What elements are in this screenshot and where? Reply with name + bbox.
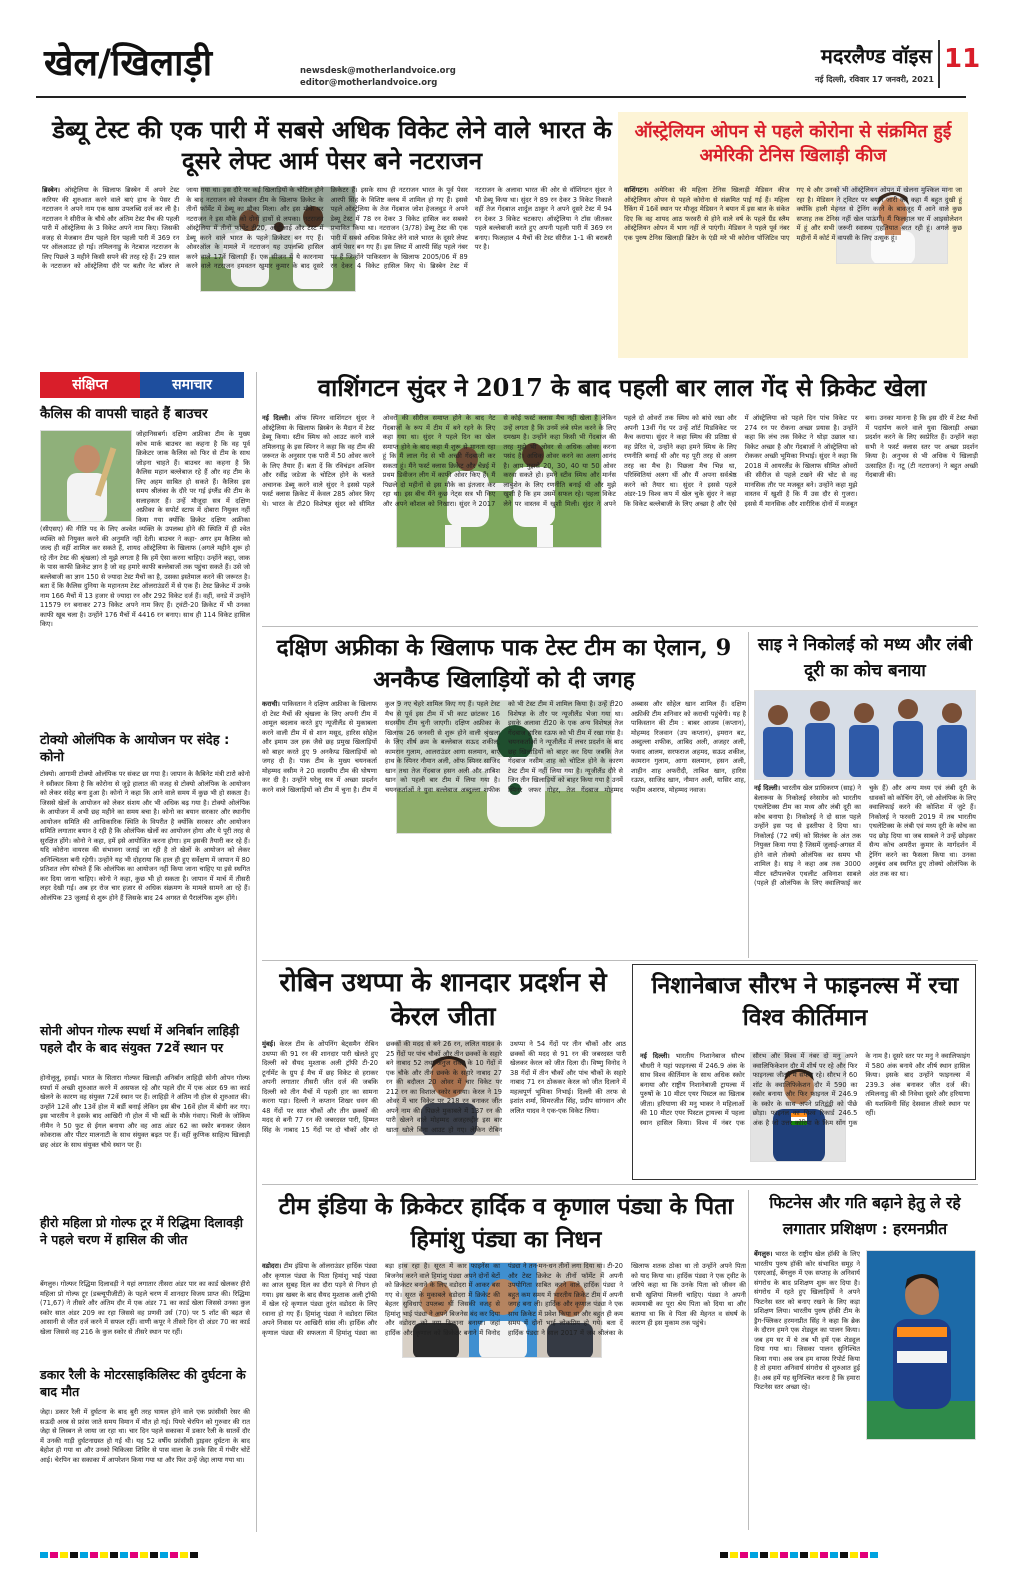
lower-rule (262, 1184, 978, 1185)
pandya-dateline: वडोदरा। (262, 1262, 282, 1270)
newsdesk-email[interactable]: newsdesk@motherlandvoice.org (300, 66, 456, 76)
pakistan-dateline: कराची। (262, 700, 280, 708)
brief-tag-secondary: समाचार (140, 372, 244, 398)
harmanpreet-text: भारत के राष्ट्रीय खेल हॉकी के लिए भारतीय पुरुष हॉकी कोर संभावित समूह ने एसएआई, बेंगलुरु में एक सप्ताह के अनिवार्य संगरोध के बाद प्रशिक्षण शुरू कर दिया है। संगरोध में रहते हुए खिलाड़ियों ने अपने फिटनेस स्तर को बनाए रखने के लिए कड़ा प्रशिक्षण लिया। भारतीय पुरुष हॉकी टीम के ड्रैग-फ्लिकर हरमनप्रीत सिंह ने कहा कि ब्रेक के दौरान हमने एक शेड्यूल का पालन किया। जब हम घर में थे तब भी हमें एक शेड्यूल दिया गया था। जिसका पालन सुनिश्चित किया गया। अब जब हम वापस रिपोर्ट किया है तो हमारा अनिवार्य संगरोध से शुरुआत हुई है। अब हमें यह सुनिश्चित करना है कि हमारा फिटनेस स्तर अच्छा रहे। (754, 1250, 860, 1391)
registration-strip-left (40, 1552, 198, 1558)
brief-tag-primary: संक्षिप्त (40, 372, 140, 398)
kallis-photo-spacer (40, 430, 136, 524)
brief-column-divider (256, 372, 257, 1532)
tennis-body (624, 186, 962, 356)
harmanpreet-headline: फिटनेस और गति बढ़ाने हेतु ले रहे लगातार प्रशिक्षण : हरमनप्रीत (769, 1193, 961, 1238)
sundar-dateline: नई दिल्ली। (262, 414, 291, 422)
sai-body (754, 784, 976, 956)
uthappa-text: केरल टीम के ओपनिंग बेट्समैन रोबिन उथप्पा की 91 रन की शानदार पारी खेलते हुए दिल्ली को सैयद मुश्ताक अली ट्रॉफी टी-20 टूर्नामेंट के ग्रुप ई मैच में छह विकेट से हराकर अपनी लगातार तीसरी जीत दर्ज की जबकि दिल्ली को तीन मैचों में पहली हार का सामना करना पड़ा। दिल्ली ने कप्तान शिखर धवन की 48 गेंदों पर सात चौकों और तीन छक्कों की मदद से बनी 77 रन की जबरदस्त पारी, हिम्मत सिंह के नाबाद 15 गेंदों पर दो चौकों और दो छक्कों की मदद से बने 26 रन, ललित यादव के 25 गेंदों पर पांच चौकों और तीन छक्कों के सहारे बने नाबाद 52 तथा अनुज रावत के 10 गेंदों में एक चौके और तीन छक्के के सहारे नाबाद 27 रन की बदौलत 20 ओवर में चार विकेट पर 212 रन का विशाल स्कोर बनाया। केरल ने 19 ओवर में चार विकेट पर 218 रन बनाकर जीत अपने नाम की। पिछले मुकाबले में 137 रन की पारी खेलने वाले मोहम्मद अजहरुद्दीन इस बार खाता खोले बिना आउट हो गए। लेकिन रोबिन उथप्पा ने 54 गेंदों पर तीन चौकों और आठ छक्कों की मदद से 91 रन की जबरदस्त पारी खेलकर केरल को जीत दिला दी। विष्णु विनोद ने 38 गेंदों में तीन चौकों और पांच चौकों के सहारे नाबाद 71 रन ठोककर केरल को जीत दिलाने में महत्वपूर्ण भूमिका निभाई। दिल्ली की तरफ से इशांत शर्मा, सिमरजीत सिंह, प्रदीप सांगवान और ललित यादव ने एक-एक विकेट लिया। (262, 1040, 626, 1134)
middle-rule (262, 960, 978, 961)
sundar-headline: वाशिंगटन सुंदर ने 2017 के बाद पहली बार लाल गेंद से क्रिकेट खेला (317, 373, 927, 402)
pakistan-text: पाकिस्तान ने दक्षिण अफ्रीका के खिलाफ दो टेस्ट मैचों की श्रृंखला के लिए अपनी टीम में आमूल बदलाव करते हुए न्यूजीलैंड से मुकाबला करने वाली टीम में से शान मसूद, हारिस सोहेल और इमाम उल हक जैसे छह प्रमुख खिलाड़ियों को बाहर करते हुए 9 अनकैप्ड खिलाड़ियों को जगह दी है। पाक टीम के मुख्य चयनकर्ता मोहम्मद वसीम ने 20 सदस्यीय टीम की घोषणा कर दी है। उन्होंने घरेलू सत्र में अच्छा प्रदर्शन करने वाले खिलाड़ियों को टीम में चुना है। टीम में कुल 9 नए चेहरे शामिल किए गए हैं। पहले टेस्ट मैच से पूर्व इस टीम में भी काट छांटकर 16 सदस्यीय टीम चुनी जाएगी। दक्षिण अफ्रीका के खिलाफ 26 जनवरी से शुरू होने वाली श्रृंखला के लिए शीर्ष क्रम के बल्लेबाज सऊद शकील, कामरान गुलाम, आलराउंडर आगा सलमान, बाएं हाथ के स्पिनर नौमान अली, ऑफ स्पिनर साजिद खान तथा तेज गेंदबाज हसन अली और ताबिश खान को पहली बार टीम में लिया गया है। चयनकर्ताओं ने युवा बल्लेबाज अब्दुल्ला शफीक को भी टेस्ट टीम में शामिल किया है। उन्हें टी20 विशेषज्ञ के तौर पर न्यूजीलैंड भेजा गया था। इसके अलावा टी20 के एक अन्य विशेषज्ञ तेज गेंदबाज हारिस रऊफ को भी टीम में रखा गया है। चयनकर्ताओं ने न्यूजीलैंड में लचर प्रदर्शन के बाद छह खिलाड़ियों को बाहर कर दिया जबकि तेज गेंदबाज नसीम शाह को चोटिल होने के कारण टेस्ट टीम में नहीं लिया गया है। न्यूजीलैंड दौरे से जिन तीन खिलाड़ियों को बाहर किया गया है उनमें स्पिनर जफर गोहर, तेज गेंदबाज मोहम्मद अब्बास और सोहेल खान शामिल हैं। दक्षिण अफ्रीकी टीम शनिवार को कराची पहुंचेगी। यह है पाकिस्तान की टीम : बाबर आजम (कप्तान), मोहम्मद रिजवान (उप कप्तान), इमरान बट, अब्दुल्ला शफीक, आबिद अली, अजहर अली, फवाद आलम, सरफराज अहमद, सऊद शकील, कामरान गुलाम, आगा सलमान, हसन अली, शाहीन शाह अफरीदी, ताबिश खान, हारिस रऊफ, साजिद खान, नौमान अली, यासिर शाह, फहीम अशरफ, मोहम्मद नवाज। (262, 700, 746, 794)
tokyo-headline: टोक्यो ओलंपिक के आयोजन पर संदेह : कोनो (40, 733, 230, 765)
harmanpreet-dateline: बेंगलुरु। (754, 1250, 773, 1258)
page-number-divider (938, 40, 940, 88)
tennis-headline: ऑस्ट्रेलियन ओपन से पहले कोरोना से संक्रमित हुई अमेरिकी टेनिस खिलाड़ी कीज (634, 122, 952, 166)
pandya-headline: टीम इंडिया के क्रिकेटर हार्दिक व कृणाल पंड्या के पिता हिमांशु पंड्या का निधन (278, 1193, 734, 1253)
header-rule (36, 96, 966, 98)
sai-text: भारतीय खेल प्राधिकरण (साइ) ने बेलारूस के निकोलई स्नेसारेव को भारतीय एथलेटिक्स टीम का मध्य और लंबी दूरी का कोच बनाया है। निकोलई ने दो साल पहले उन्होंने इस पद से इस्तीफा दे दिया था। निकोलई (72 वर्ष) को सितंबर के अंत तक नियुक्त किया गया है जिसमें जुलाई-अगस्त में होने वाले तोक्यो ओलंपिक का समय भी शामिल है। साइ ने कहा अब तक 3000 मीटर स्टीपलचेज एथलीट अविनाश साबले (पहले ही ओलंपिक के लिए क्वालिफाई कर चुके हैं) और अन्य मध्य एवं लंबी दूरी के धावकों को कोचिंग देंगे, जो ओलंपिक के लिए क्वालिफाई करने की कोशिश में जुटे हैं। निकोलई ने फरवरी 2019 में तब भारतीय एथलेटिक्स के लंबी एवं मध्य दूरी के कोच का पद छोड़ दिया था जब साबले ने उन्हें छोड़कर सैन्य कोच अमरीश कुमार के मार्गदर्शन में ट्रेनिंग करने का फैसला किया था। उनका अनुबंध अब स्थगित हुए तोक्यो ओलंपिक के अंत तक का था। (754, 784, 976, 887)
page-number: 11 (944, 44, 981, 74)
kallis-body: जोहानिसबर्ग। दक्षिण अफ्रीका टीम के मुख्य कोच मार्क बाउचर का कहना है कि वह पूर्व क्रिकेटर जाक कैलिस को फिर से टीम के साथ जोड़ना चाहते हैं। बाउचर का कहना है कि कैलिस महान बल्लेबाज रहे हैं और वह टीम के लिए अहम साबित हो सकते हैं। कैलिस इस समय श्रीलंका के दौरे पर गई इंग्लैंड की टीम के सलाहकार हैं। उन्हें मौजूदा सत्र में दक्षिण अफ्रीका के सपोर्ट स्टाफ में दोबारा नियुक्त नहीं किया गया क्योंकि क्रिकेट दक्षिण अफ्रीका (सीएसए) की नीति पद के लिए अश्वेत व्यक्ति के उपलब्ध होने की स्थिति में ही श्वेत व्यक्ति को नियुक्त करने की अनुमति नहीं देती। बाउचर ने कहा- अगर हम कैलिस को जल्द ही वहीं शामिल कर सकते हैं, शायद ऑस्ट्रेलिया के खिलाफ (अगले महीने शुरू हो रहे तीन टेस्ट की श्रृंखला) तो मुझे लगता है कि हमें ऐसा करना चाहिए। उन्होंने कहा, जाक के पास काफी क्रिकेट ज्ञान है जो वह हमारे काफी बल्लेबाजों तक पहुंचा सकते हैं। उसे जो बल्लेबाजी का ज्ञान 150 से ज्यादा टेस्ट मैचों का है, उसका इस्तेमाल करने की जरूरत है। बता दें कि कैलिस दुनिया के महानतम टेस्ट ऑलराउंडरों में से एक हैं। टेस्ट क्रिकेट में उनके नाम 166 मैचों में 13 हजार से ज्यादा रन और 292 विकेट दर्ज हैं। वहीं, वनडे में उन्होंने 11579 रन बनाकर 273 विकेट अपने नाम किए हैं। ट्वंटी-20 क्रिकेट में भी उनका काफी खूब चला है। उन्होंने 176 मैचों में 4416 रन बनाए। साथ ही 114 विकेट हासिल किए। (40, 430, 250, 628)
section-title: खेल/खिलाड़ी (44, 42, 213, 84)
tennis-dateline: वाशिंगटन। (624, 186, 649, 194)
sai-headline: साइ ने निकोलई को मध्य और लंबी दूरी का कोच बनाया (757, 635, 973, 681)
uthappa-body (262, 1040, 626, 1176)
uthappa-dateline: मुंबई। (262, 1040, 276, 1048)
uthappa-headline: रोबिन उथप्पा के शानदार प्रदर्शन से केरल जीता (279, 968, 607, 1032)
sai-photo (754, 690, 976, 780)
pandya-body (262, 1262, 746, 1530)
golf-ridhima-body: बेंगलुरु। गोल्फर रिद्धिमा दिलावड़ी ने यहां लगातार तीसरा अंडर पार का कार्ड खेलकर हीरो महिला प्रो गोल्फ टूर (डब्ल्यूपीजीटी) के पहले चरण में शानदार विजय प्राप्त की। रिद्धिमा (71,67) ने तीसरे और अंतिम दौर में एक अंडर 71 का कार्ड खेला जिससे उनका कुल स्कोर सात अंडर 209 का रहा जिससे वह प्रणवी उर्स (70) पर 5 शॉट की बढ़त से आसानी से जीत दर्ज करने में सफल रहीं। वाणी कपूर ने तीसरे दिन दो अंडर 70 का कार्ड खेला जिससे वह 216 के कुल स्कोर से तीसरे स्थान पर रहीं। (40, 1280, 250, 1336)
natarajan-dateline: ब्रिस्बेन। (42, 186, 60, 194)
harmanpreet-body (754, 1250, 860, 1528)
saurabh-text: भारतीय निशानेबाज सौरभ चौधरी ने यहां फाइनल्स में 246.9 अंक के साथ विश्व कीर्तिमान के साथ अधिक स्कोर बनाया और राष्ट्रीय निशानेबाजी ट्रायल्स में पुरुषों के 10 मीटर एयर पिस्टल का खिताब जीता। हरियाणा की मनु भाकर ने महिलाओं की 10 मीटर एयर पिस्टल ट्रायल्स में पहला स्थान हासिल किया। विश्व में नंबर एक सौरभ और विश्व में नंबर दो मनु अपने क्वालिफिकेशन दौर में शीर्ष पर रहे और फिर फाइनल्स जीतने में सफल रहे। सौरभ ने 60 शॉट के क्वालिफिकेशन दौर में 590 का स्कोर बनाया और फिर फाइनल में 246.9 के स्कोर के साथ अपने प्रतिद्वंद्वी को पीछे छोड़ा। फाइनल का विश्व रिकार्ड 246.5 अंक है जो उत्तर कोरिया के किम सोंग गुक के नाम है। दूसरे स्तर पर मनु ने क्वालिफाइंग में 580 अंक बनाये और शीर्ष स्थान हासिल किया। इसके बाद उन्होंने फाइनल्स में 239.3 अंक बनाकर जीत दर्ज की। तमिलनाडु की श्री निवेथा दूसरे और हरियाणा की यशस्विनी सिंह देसवाल तीसरे स्थान पर रहीं। (640, 1052, 970, 1127)
sundar-text: ऑफ स्पिनर वाशिंगटन सुंदर ने ऑस्ट्रेलिया के खिलाफ ब्रिस्बेन के मैदान में टेस्ट डेब्यू किया। स्टीव स्मिथ को आउट करने वाले तमिलनाडु के इस स्पिनर ने कहा कि वह टीम की जरूरत के अनुसार एक पारी में 50 ओवर करने के लिए तैयार हैं। बता दें कि रविचंद्रन अश्विन और रवींद्र जडेजा के चोटिल होने के चलते अचानक डेब्यू करने वाले सुंदर ने इससे पहले फर्स्ट क्लास क्रिकेट में केवल 285 ओवर किए थे। भारत के टी20 विशेषज्ञ सुंदर को सीमित ओवरों की सीरीज समाप्त होने के बाद नेट गेंदबाजों के रूप में टीम में बने रहने के लिए कहा गया था। सुंदर ने पहले दिन का खेल समाप्त होने के बाद कहा मैं शुरू से मानता रहा हूं कि मैं लाल गेंद से भी अच्छी गेंदबाजी कर सकता हूं। मैंने फर्स्ट क्लास क्रिकेट और चेन्नई में प्रथम डिवीजन लीग में काफी ओवर किए हैं। मैं पिछले दो महीनों से इस मौके का इंतजार कर रहा था। इस बीच मैंने कुछ नेट्स सत्र भी किए और अपने कौशल को निखारा। सुंदर ने 2017 से कोई फर्स्ट क्लास मैच नहीं खेला है लेकिन उन्हें लगता है कि उनमें लंबे स्पेल करने के लिए दमखम है। उन्होंने कहा किसी भी गेंदबाज की तरह मुझे भी ओवर से अधिक ओवर करना पसंद है। अधिक ओवर करने का अलग आनंद है। आप मुझसे 20, 30, 40 या 50 ओवर करवा सकते हो। हमने स्टीव स्मिथ और मार्नस लाबुशेन के लिए रणनीति बनाई थी और मुझे खुशी है कि हम उसमें सफल रहे। पहला विकेट लेने पर वास्तव में खुशी मिली। सुंदर ने अपने पहले दो ओवरों तक स्मिथ को बांधे रखा और अपनी 13वीं गेंद पर उन्हें शॉर्ट मिडविकेट पर कैच कराया। सुंदर ने कहा स्मिथ की प्रतिष्ठा से वह प्रेरित थे, उन्होंने कहा हमने स्मिथ के लिए रणनीति बनाई थी और यह पूरी तरह से अलग तरह का मैच है। पिछला मैच भिन्न था, परिस्थितियां अलग थीं और मैं अपना सर्वश्रेष्ठ करने को तैयार था। सुंदर ने इससे पहले अंडर-19 विश्व कप में खेल चुके सुंदर ने कहा कि विकेट बल्लेबाजी के लिए अच्छा है और ऐसे में ऑस्ट्रेलिया को पहले दिन पांच विकेट पर 274 रन पर रोकना अच्छा प्रयास है। उन्होंने कहा कि लंच तक विकेट ने थोड़ा उछाल था। विकेट अच्छा है और गेंदबाजों ने ऑस्ट्रेलिया को रोककर अच्छी भूमिका निभाई। सुंदर ने कहा कि 2018 में आयरलैंड के खिलाफ सीमित ओवरों की सीरीज से पहले टखने की चोट से वह मानसिक तौर पर मजबूत बने। उन्होंने कहा मुझे वास्तव में खुशी है कि मैं उस दौर से गुजरा। इससे मैं मानसिक और शारीरिक दोनों में मजबूत बना। उनका मानना है कि इस दौरे में टेस्ट मैचों में पदार्पण करने वाले युवा खिलाड़ी अच्छा प्रदर्शन करने के लिए स्वप्रेरित हैं। उन्होंने कहा सभी ने फर्स्ट क्लास स्तर पर अच्छा प्रदर्शन किया है। अनुभव से भी अधिक ये खिलाड़ी उत्साहित हैं। नटू (टी नटराजन) ने बहुत अच्छी गेंदबाजी की। (262, 414, 978, 508)
harmanpreet-divider (748, 1190, 749, 1530)
pakistan-headline: दक्षिण अफ्रीका के खिलाफ पाक टेस्ट टीम का ऐलान, 9 अनकैप्ड खिलाड़ियों को दी जगह (276, 635, 732, 693)
sai-dateline: नई दिल्ली। (754, 784, 781, 792)
tennis-text: अमेरिका की महिला टेनिस खिलाड़ी मेडिसन कीज ऑस्ट्रेलियन ओपन से पहले कोरोना से संक्रमित पाई गई हैं। महिला रैंकिंग में 16वें स्थान पर मौजूद मेडिसन ने बयान में इस बात के संकेत दिए कि वह शायद आठ फरवरी से होने वाले वर्ष के पहले ग्रैंड स्लैम ऑस्ट्रेलियन ओपन में भाग नहीं ले पाएंगी। मेडिसन ने पहले पूर्व नंबर एक पुरुष टेनिस खिलाड़ी ब्रिटेन के एंडी मरे भी कोरोना पॉजिटिव पाए गए थे और उनको भी ऑस्ट्रेलियन ओपन में खेलना मुश्किल माना जा रहा है। मेडिसन ने ट्विटर पर बयान जारी कर कहा मैं बहुत दुखी हूं क्योंकि हाली मेहनत से ट्रेनिंग करने के बावजूद मैं आने वाले कुछ सप्ताह तक टेनिस नहीं खेल पाऊंगी। मैं फिलहाल घर में आइसोलेशन में हूं और सभी जरूरी स्वास्थ्य एहतियात बरत रही हूं। अगले कुछ महीनों में कोर्ट में वापसी के लिए उत्सुक हूं। (624, 186, 962, 242)
pandya-text: टीम इंडिया के ऑलराउंडर हार्दिक पंड्या और कृणाल पंड्या के पिता हिमांशु भाई पंड्या का आज सुबह दिल का दौरा पड़ने से निधन हो गया। इस खबर के बाद सैयद मुश्ताक अली ट्रॉफी में खेल रहे कृणाल पंड्या तुरंत वडोदरा के लिए रवाना हो गए हैं। हिमांशु पंड्या ने वडोदरा स्थित अपने निवास पर आखिरी सांस ली। हार्दिक और कृणाल पंड्या की सफलता में हिमांशु पंड्या का बड़ा हाथ रहा है। सूरत में कार फाइनेंस का बिजनेस करने वाले हिमांशु पंड्या अपने दोनों बेटों को क्रिकेटर बनाने के लिए वडोदरा में आकर बस गए थे। सूरत के मुकाबले वडोदरा में क्रिकेट की बेहतर सुविधाएं उपलब्ध थीं जिसकी वजह से हिमांशु भाई पंड्या ने अपने बिजनेस बंद कर दिया और वडोदरा को नया ठिकाना बनाया। जहां हार्दिक और कृणाल को क्रिकेटर बनाने में विनोद पंड्या ने तन-मन-धन तीनों लगा दिया था। टी-20 और टेस्ट क्रिकेट के तीनों फॉर्मेट में अपनी उपयोगिता साबित करने वाले हार्दिक पंड्या ने बहुत कम समय में भारतीय क्रिकेट टीम में अपनी जगह बना ली। हार्दिक और कृणाल पंड्या ने एक साथ क्रिकेट में प्रवेश किया था और बहुत ही कम समय में दोनों भाई लोकप्रिय हो गये। बता दें हार्दिक पंड्या ने साल 2017 में जब श्रीलंका के खिलाफ शतक ठोका था तो उन्होंने अपने पिता को याद किया था। हार्दिक पंड्या ने एक ट्वीट के जरिये कहा था कि उनके पिता को जीवन की सभी खुशियां मिलनी चाहिए। पंड्या ने अपनी कामयाबी का पूरा श्रेय पिता को दिया था और बताया था कि वे पिता की मेहनत व संघर्ष के कारण ही इस मुकाम तक पहुंचे। (262, 1262, 746, 1337)
saurabh-headline: निशानेबाज सौरभ ने फाइनल्स में रचा विश्व कीर्तिमान (651, 972, 959, 1031)
dateline: नई दिल्ली, रविवार 17 जनवरी, 2021 (815, 75, 934, 84)
golf-lahiri-body: होनोलूलू, हवाई। भारत के सितारा गोल्फर खिलाड़ी अनिर्बान लाहिड़ी सोनी ओपन गोल्फ स्पर्धा में अच्छी शुरुआत करने में असफल रहे और पहले दौर में एक अंडर 69 का कार्ड खेलने के कारण वह संयुक्त 72वें स्थान पर हैं। लाहिड़ी ने अंतिम नौ होल से शुरुआत की। उन्होंने 12वें और 13वें होल में बर्डी बनाई लेकिन इस बीच 16वें होल में बोगी कर गए। इस भारतीय ने इसके बाद आखिरी नौ होल में भी बर्डी के मौके गंवाए। चिली के जोकिम नीमैन ने 50 फुट से ईगल बनाया और वह आठ अंडर 62 का स्कोर बनाकर जेसन कोकराक और पीटर मालनाटी के साथ संयुक्त बढ़त पर हैं। वहीं कुणिक साहित्य खिलाड़ी छह अंडर के साथ संयुक्त चौथे स्थान पर हैं। (40, 1074, 250, 1149)
registration-strip-right (720, 1552, 878, 1558)
sundar-body (262, 414, 978, 622)
natarajan-headline: डेब्यू टेस्ट की एक पारी में सबसे अधिक विकेट लेने वाले भारत के दूसरे लेफ्ट आर्म पेसर बने नटराजन (52, 115, 612, 175)
saurabh-body (640, 1052, 970, 1174)
harmanpreet-photo (866, 1250, 976, 1440)
sundar-bottom-rule (262, 626, 978, 627)
natarajan-text: ऑस्ट्रेलिया के खिलाफ ब्रिस्बेन में अपने टेस्ट करियर की शुरुआत करने वाले बाएं हाथ के पेसर टी नटराजन ने अपने नाम एक खास उपलब्धि दर्ज कर ली है। नटराजन ने सीरीज के चौथे और अंतिम टेस्ट मैच की पहली पारी में ऑस्ट्रेलिया के 3 विकेट अपने नाम किए। जिसकी वजह से मेजबान टीम पहले दिन पहली पारी में 369 रन पर ऑलआउट हो गई। तमिलनाडु के नेटबाज नटराजन के लिए पिछले 3 महीने किसी सपने की तरह रहे हैं। 29 साल के नटराजन को ऑस्ट्रेलिया दौरे पर बतौर नेट बॉलर ले जाया गया था। इस दौरे पर कई खिलाड़ियों के चोटिल होने के बाद नटराजन को मेजबान टीम के खिलाफ क्रिकेट के तीनों फॉर्मेट में डेब्यू का मौका मिला। और इस मौके पर नटराजन ने इस मौके को दोनों हाथों से लपका। नटराजन ऑस्ट्रेलिया में तीनों फॉर्मेट टी20, ओडीआई और टेस्ट में डेब्यू करने वाले भारत के पहले क्रिकेटर बन गए हैं। ओवरऑल के मामले में नटराजन यह उपलब्धि हासिल करने वाले 17वें खिलाड़ी हैं। एक सीजन में ये कारनामा करने वाले नटराजन हमवतन खुमार कुमार के बाद दूसरे क्रिकेटर हैं। इसके साथ ही नटराजन भारत के पूर्व पेसर आरपी सिंह के विशिष्ट क्लब में शामिल हो गए हैं। इससे पहले ऑस्ट्रेलिया के तेज गेंदबाज जोश हेजलवुड ने अपने डेब्यू टेस्ट में 78 रन देकर 3 विकेट हासिल कर सबको प्रभावित किया था। नटराजन (3/78) डेब्यू टेस्ट की एक पारी में सबसे अधिक विकेट लेने वाले भारत के दूसरे लेफ्ट आर्म पेसर बन गए हैं। इस लिस्ट में आरपी सिंह पहले नंबर पर हैं जिन्होंने पाकिस्तान के खिलाफ 2005/06 में 89 रन देकर 4 विकेट हासिल किए थे। ब्रिस्बेन टेस्ट में नटराजन के अलावा भारत की ओर से वॉशिंगटन सुंदर ने भी डेब्यू किया था। सुंदर ने 89 रन देकर 3 विकेट निकाले वहीं तेज गेंदबाज शार्दुल ठाकुर ने अपने दूसरे टेस्ट में 94 रन देकर 3 विकेट चटकाए। ऑस्ट्रेलिया ने टॉस जीतकर पहले बल्लेबाजी करते हुए अपनी पहली पारी में 369 रन बनाए। फिलहाल 4 मैचों की टेस्ट सीरीज 1-1 की बराबरी पर है। (42, 186, 612, 270)
kallis-headline: कैलिस की वापसी चाहते हैं बाउचर (40, 406, 208, 422)
rally-headline: डकार रैली के मोटरसाइकिलिस्ट की दुर्घटना के बाद मौत (40, 1367, 246, 1399)
saurabh-dateline: नई दिल्ली। (640, 1052, 670, 1060)
natarajan-body (42, 186, 612, 356)
golf-ridhima-headline: हीरो महिला प्रो गोल्फ टूर में रिद्धिमा दिलावड़ी ने पहले चरण में हासिल की जीत (40, 1215, 244, 1247)
rally-body: जेद्दा। डकार रैली में दुर्घटना के बाद बुरी तरह घायल होने वाले एक फ्रांसीसी रेसर की सऊदी अरब से फ्रांस जाते समय विमान में मौत हो गई। पियरे चेरपिन को गुरुवार की रात जेद्दा से लिस्बन ले जाया जा रहा था। चार दिन पहले सकाका में डकार रैली के सातवें दौर में उनकी गाड़ी दुर्घटनाग्रस्त हो गई थी। यह 52 वर्षीय फ्रांसीसी ड्राइवर दुर्घटना के बाद बेहोश हो गया था और उनको चिकित्सा शिविर से पास वाला के उनके सिर में गंभीर चोटें आई। चेरपिन का सकाका में आपरेशन किया गया था और फिर उन्हें जेद्दा लाया गया था। (40, 1408, 250, 1464)
sai-divider (748, 632, 749, 958)
golf-lahiri-headline: सोनी ओपन गोल्फ स्पर्धा में अनिर्बान लाहिड़ी पहले दौर के बाद संयुक्त 72वें स्थान पर (40, 1023, 239, 1055)
tokyo-body: टोक्यो। आगामी टोक्यो ओलंपिक पर संकट छा गया है। जापान के कैबिनेट मंत्री टारो कोनो ने स्वीकार किया है कि कोरोना से जुड़े हालात की वजह से टोक्यो ओलंपिक के आयोजन को लेकर संदेह बना हुआ है। कोनो ने कहा कि आने वाले समय में कुछ भी हो सकता है। जिससे खेलों के आयोजन को लेकर संशय और भी अधिक बढ़ गया है। टोक्यो ओलंपिक के आयोजन में अभी छह महीने का समय बचा है। कोनो का बयान सरकार और स्थानीय आयोजन समिति की आधिकारिक स्थिति के विपरीत है क्योंकि सरकार और आयोजन समिति लगातार बयान दे रही है कि ओलंपिक खेलों का आयोजन होगा और ये पूरी तरह से सुरक्षित होंगे। कोनो ने कहा, हमें इसे आयोजित करना होगा। हम इसकी तैयारी कर रहे हैं। यदि कोरोना वायरस की संभावना जताई जा रही है तो खेलों के आयोजन को लेकर अनिश्चितता बनी रहेगी। उन्होंने यह भी दोहराया कि हाल ही हुए सर्वेक्षण में जापान में 80 प्रतिशत लोग सोचते हैं कि ओलंपिक का आयोजन नहीं किया जाना चाहिए या इसे स्थगित कर दिया जाना चाहिए। कोनो ने कहा, कुछ भी हो सकता है। जापान में मार्च में तीसरी लहर देखी गई। अब हर रोज चार हजार से अधिक संक्रमण के मामले सामने आ रहे हैं। ओलंपिक 23 जुलाई से शुरू होने हैं जिसके बाद 24 अगस्त से पैरालंपिक शुरू होंगे। (40, 770, 250, 902)
editor-email[interactable]: editor@motherlandvoice.org (300, 78, 438, 88)
paper-name: मदरलैण्ड वॉइस (820, 44, 932, 68)
pakistan-body (262, 700, 746, 956)
